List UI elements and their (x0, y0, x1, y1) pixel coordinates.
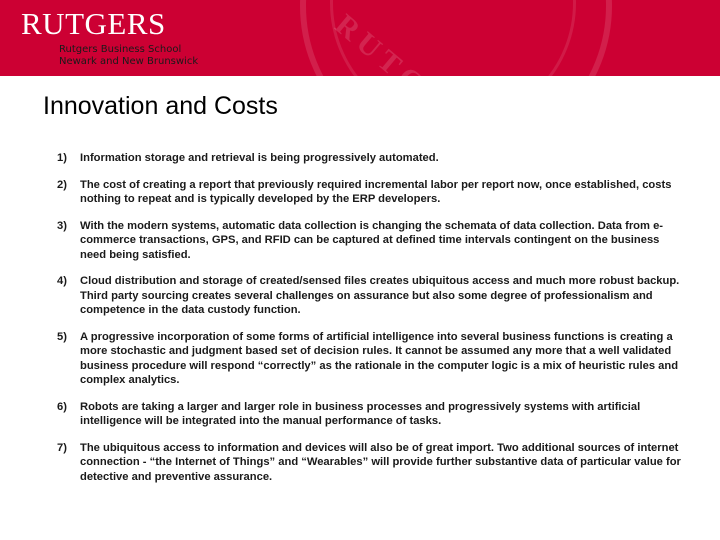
item-number: 1) (57, 152, 67, 164)
item-text: Robots are taking a larger and larger role in business processes and progressively systems with artificial intelligence will be integrated into the manual performance of tasks. (80, 400, 641, 427)
list-item (57, 441, 682, 485)
item-number: 6) (57, 400, 67, 413)
item-text: Cloud distribution and storage of created/sensed files creates ubiquitous access and much more robust backup. Third party sourcing creates several challenges on assurance but also some degree of professionalism and competence in the data custody function. (80, 275, 680, 316)
school-name: Rutgers Business School (59, 44, 182, 55)
list-item (57, 400, 682, 429)
list-item (57, 219, 682, 263)
slide-title: Innovation and Costs (43, 92, 278, 120)
item-text: A progressive incorporation of some forms of artificial intelligence into several business functions is creating a more stochastic and judgment based set of decision rules. It cannot be assumed any more that a well validated business procedure will respond “correctly” as the rationale in the computer logic is a mix of heuristic rules and complex analytics. (80, 330, 679, 386)
item-number: 4) (57, 275, 67, 287)
item-number: 5) (57, 330, 67, 343)
seal-lettering: RUTGERS (328, 8, 494, 154)
campus-name: Newark and New Brunswick (59, 56, 199, 67)
numbered-list (57, 151, 682, 496)
list-item (57, 330, 682, 388)
list-item (57, 178, 682, 207)
item-number: 7) (57, 441, 67, 454)
item-number: 3) (57, 219, 67, 232)
item-text: The cost of creating a report that previously required incremental labor per report now, once established, costs nothing to repeat and is typically developed by the ERP developers. (80, 178, 672, 205)
item-text: Information storage and retrieval is being progressively automated. (80, 152, 439, 164)
item-number: 2) (57, 178, 67, 191)
list-item (57, 151, 682, 166)
item-text: The ubiquitous access to information and devices will also be of great import. Two additional sources of internet connection - “the Internet of Things” and “Wearables” will provide further substantive data of particular value for detective and preventive assurance. (80, 441, 681, 483)
list-item (57, 274, 682, 318)
item-text: With the modern systems, automatic data collection is changing the schemata of data collection. Data from e-commerce transactions, GPS, and RFID can be captured at defined time intervals contingent on the business need being satisfied. (80, 219, 664, 261)
rutgers-logo: RUTGERS (21, 6, 166, 41)
